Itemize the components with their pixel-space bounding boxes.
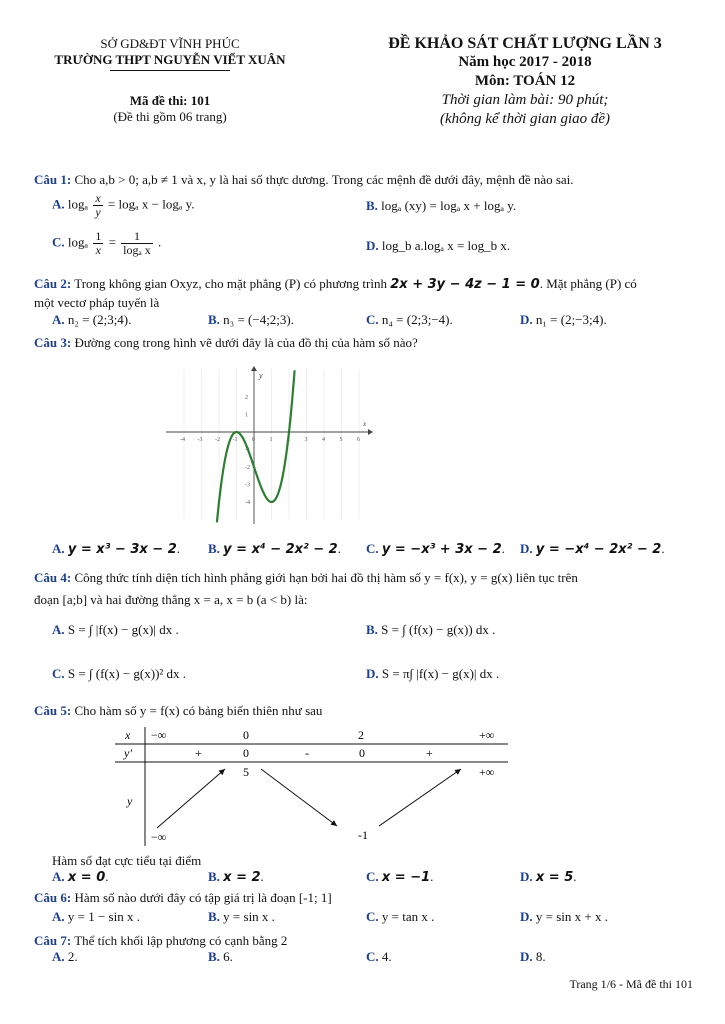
option-text: y = tan x . <box>381 909 435 924</box>
option-b[interactable]: B. x = 2. <box>208 869 264 885</box>
x-axis-label: x <box>363 420 367 428</box>
table-dy-zero: 0 <box>243 746 249 760</box>
decrease-arrow <box>261 769 337 826</box>
option-a[interactable]: A. x = 0. <box>52 869 109 885</box>
x-tick-label: 4 <box>322 437 325 443</box>
option-a[interactable]: A. y = x³ − 3x − 2. <box>52 541 181 557</box>
y-tick-label: -3 <box>245 482 250 489</box>
subject: Môn: TOÁN 12 <box>474 73 576 89</box>
question-1 <box>34 171 694 189</box>
question-4-options <box>52 616 692 696</box>
option-label: C. <box>366 312 379 327</box>
x-axis-arrow <box>368 429 373 435</box>
x-tick-label: 6 <box>357 437 360 443</box>
y-tick-label: -2 <box>245 465 250 471</box>
question-text: Trong không gian Oxyz, cho mặt phẳng (P) có phương trình <box>74 276 387 291</box>
option-text: logₐ (xy) = logₐ x + logₐ y. <box>381 198 517 213</box>
option-text: n₂ = (2;3;4). <box>67 312 132 327</box>
school-year: Năm học 2017 - 2018 <box>458 54 592 70</box>
y-axis-arrow <box>251 366 257 371</box>
log-prefix: logₐ <box>67 196 89 212</box>
increase-arrow <box>157 769 225 828</box>
question-6 <box>34 889 694 907</box>
option-label: D. <box>520 869 533 884</box>
header-underline <box>110 70 230 71</box>
table-x-value: +∞ <box>479 728 495 742</box>
option-text: x = 2 <box>223 870 261 885</box>
option-text: y = x⁴ − 2x² − 2 <box>223 542 338 557</box>
option-label: C. <box>366 541 379 556</box>
option-label: A. <box>52 622 65 637</box>
question-label: Câu 5: <box>34 703 72 718</box>
pages-note: (Đề thi gồm 06 trang) <box>113 109 227 124</box>
option-text: S = ∫ (f(x) − g(x)) dx . <box>381 622 496 637</box>
option-d[interactable] <box>366 238 510 254</box>
question-text: Cho a,b > 0; a,b ≠ 1 và x, y là hai số thực dương. Trong các mệnh đề dưới đây, mệnh đề nào sai. <box>74 172 574 187</box>
table-dy-sign: - <box>305 746 309 760</box>
option-c[interactable]: C. y = −x³ + 3x − 2. <box>366 541 505 557</box>
option-label: B. <box>208 312 220 327</box>
option-label: B. <box>208 909 220 924</box>
table-dy-zero: 0 <box>359 746 365 760</box>
plane-equation: 2x + 3y − 4z − 1 = 0 <box>390 277 540 292</box>
increase-arrow <box>379 769 461 826</box>
x-tick-label: 5 <box>339 437 343 443</box>
table-x-value: 2 <box>358 728 364 742</box>
option-text: y = 1 − sin x . <box>67 909 140 924</box>
exam-title: ĐỀ KHẢO SÁT CHẤT LƯỢNG LẦN 3 <box>388 35 662 52</box>
option-b[interactable] <box>208 949 233 965</box>
option-d[interactable] <box>520 909 608 925</box>
school-name: TRƯỜNG THPT NGUYỄN VIẾT XUÂN <box>54 52 286 67</box>
option-d[interactable]: D. x = 5. <box>520 869 577 885</box>
option-label: C. <box>366 949 379 964</box>
option-text: 4. <box>381 949 392 964</box>
option-a[interactable] <box>52 622 179 638</box>
option-text: . <box>158 234 162 250</box>
option-label: C. <box>52 666 65 681</box>
fraction <box>93 192 102 219</box>
option-a[interactable] <box>52 909 140 925</box>
question-5-options <box>52 869 692 889</box>
option-text: S = π∫ |f(x) − g(x)| dx . <box>381 666 500 681</box>
x-tick-label: -1 <box>232 437 238 443</box>
option-b[interactable] <box>366 622 495 638</box>
table-y-label: y <box>127 794 133 808</box>
header-left <box>30 36 310 125</box>
question-text: Thể tích khối lập phương có cạnh bằng 2 <box>74 933 288 948</box>
option-text: S = ∫ |f(x) − g(x)| dx . <box>67 622 179 637</box>
x-tick-label: -2 <box>215 437 220 443</box>
x-tick-label: -3 <box>197 437 203 443</box>
table-y-value: +∞ <box>479 765 495 779</box>
option-label: B. <box>366 198 378 213</box>
variation-table <box>115 725 510 847</box>
option-d[interactable] <box>520 312 607 328</box>
question-6-options <box>52 909 692 929</box>
question-text: Hàm số nào dưới đây có tập giá trị là đoạn [-1; 1] <box>74 890 332 905</box>
question-text-2: . Mặt phẳng (P) có <box>539 276 637 291</box>
option-d[interactable] <box>366 666 499 682</box>
option-label: B. <box>208 541 220 556</box>
page-footer: Trang 1/6 - Mã đề thi 101 <box>569 977 693 991</box>
exam-time-note: (không kể thời gian giao đề) <box>439 111 611 127</box>
question-label: Câu 4: <box>34 570 72 585</box>
option-label: A. <box>52 196 65 212</box>
option-a[interactable] <box>52 312 131 328</box>
numerator: 1 <box>95 229 102 243</box>
option-text: y = x³ − 3x − 2 <box>67 542 177 557</box>
option-label: B. <box>208 869 220 884</box>
question-1-options <box>52 192 692 262</box>
option-text: 8. <box>535 949 546 964</box>
option-label: A. <box>52 869 65 884</box>
question-3 <box>34 334 694 352</box>
table-x-value: 0 <box>243 728 249 742</box>
header-right <box>340 34 710 129</box>
y-tick-label: 1 <box>245 412 248 419</box>
question-label: Câu 3: <box>34 335 72 350</box>
y-tick-label: -4 <box>245 500 250 506</box>
option-label: A. <box>52 312 65 327</box>
y-tick-label: -1 <box>245 447 250 454</box>
option-a[interactable] <box>52 192 195 219</box>
question-5 <box>34 702 694 720</box>
option-c[interactable]: C. x = −1. <box>366 869 434 885</box>
denominator: logₐ x <box>123 243 151 257</box>
y-axis-label: y <box>259 371 263 380</box>
table-y-value: −∞ <box>151 830 167 844</box>
option-label: A. <box>52 541 65 556</box>
denominator: y <box>95 205 101 219</box>
option-label: D. <box>520 541 533 556</box>
question-text: Công thức tính diện tích hình phẳng giới hạn bởi hai đồ thị hàm số y = f(x), y = g(x) liên tục trên <box>74 570 578 585</box>
question-2-options <box>52 312 692 332</box>
option-d[interactable]: D. y = −x⁴ − 2x² − 2. <box>520 541 665 557</box>
question-4 <box>34 567 694 611</box>
question-label: Câu 1: <box>34 172 72 187</box>
fraction <box>121 230 153 257</box>
table-x-label: x <box>125 728 131 742</box>
option-text: y = sin x + x . <box>535 909 608 924</box>
log-prefix: logₐ <box>67 234 89 250</box>
option-c[interactable] <box>366 909 434 925</box>
x-tick-label: 1 <box>269 437 273 443</box>
exam-code: Mã đề thi: 101 <box>129 93 211 108</box>
option-b[interactable] <box>208 909 275 925</box>
table-dy-sign: + <box>426 746 433 760</box>
option-text: x = 0 <box>67 870 106 885</box>
exam-time: Thời gian làm bài: 90 phút; <box>441 92 609 108</box>
fraction <box>93 230 103 257</box>
question-label: Câu 6: <box>34 890 72 905</box>
option-label: D. <box>520 949 533 964</box>
option-text: y = −x³ + 3x − 2 <box>381 542 502 557</box>
x-tick-label: 2 <box>287 437 290 443</box>
option-text: 2. <box>67 949 78 964</box>
option-b[interactable] <box>366 198 516 214</box>
option-label: A. <box>52 909 65 924</box>
numerator: x <box>95 191 101 205</box>
question-label: Câu 7: <box>34 933 72 948</box>
table-y-value: -1 <box>358 828 368 842</box>
department-name: SỞ GD&ĐT VĨNH PHÚC <box>100 36 240 51</box>
option-label: B. <box>208 949 220 964</box>
option-c[interactable] <box>52 666 186 682</box>
x-tick-label: 3 <box>304 437 308 443</box>
option-text: y = sin x . <box>223 909 275 924</box>
question-7 <box>34 932 694 950</box>
numerator: 1 <box>121 230 153 244</box>
x-tick-label: 0 <box>252 437 255 443</box>
option-a[interactable] <box>52 949 78 965</box>
table-dy-sign: + <box>195 746 202 760</box>
option-text: 6. <box>223 949 233 964</box>
question-text-3: một vectơ pháp tuyến là <box>34 295 160 310</box>
question-text: Cho hàm số y = f(x) có bảng biến thiên như sau <box>74 703 323 718</box>
option-b[interactable]: B. y = x⁴ − 2x² − 2. <box>208 541 341 557</box>
curve <box>217 370 295 522</box>
option-label: D. <box>366 666 379 681</box>
question-3-options <box>52 541 692 561</box>
option-text: n₃ = (−4;2;3). <box>223 312 294 327</box>
option-label: C. <box>366 869 379 884</box>
question-7-options <box>52 949 692 969</box>
option-text: y = −x⁴ − 2x² − 2 <box>535 542 662 557</box>
option-label: C. <box>366 909 379 924</box>
option-text: x = 5 <box>535 870 574 885</box>
option-label: B. <box>366 622 378 637</box>
option-text: = logₐ x − logₐ y. <box>107 196 195 212</box>
y-tick-label: 2 <box>245 395 248 401</box>
option-text: n₁ = (2;−3;4). <box>535 312 607 327</box>
question-text: Đường cong trong hình vẽ dưới đây là của đồ thị của hàm số nào? <box>74 335 418 350</box>
question-2 <box>34 275 694 312</box>
option-label: D. <box>520 312 533 327</box>
question-5-prompt: Hàm số đạt cực tiểu tại điểm <box>52 853 202 868</box>
cubic-graph <box>160 364 375 534</box>
option-text: log_b a.logₐ x = log_b x. <box>381 238 511 253</box>
option-text: S = ∫ (f(x) − g(x))² dx . <box>67 666 187 681</box>
question-label: Câu 2: <box>34 276 72 291</box>
option-label: C. <box>52 234 65 250</box>
option-c[interactable] <box>366 312 453 328</box>
option-label: A. <box>52 949 65 964</box>
x-tick-label: -4 <box>180 437 185 443</box>
option-label: D. <box>520 909 533 924</box>
x-tick-labels <box>180 437 360 443</box>
option-d[interactable] <box>520 949 546 965</box>
option-c[interactable] <box>366 949 392 965</box>
grid <box>184 369 359 520</box>
option-label: D. <box>366 238 379 253</box>
option-text: x = −1 <box>381 870 431 885</box>
table-dy-label: y' <box>124 746 132 760</box>
option-b[interactable] <box>208 312 294 328</box>
table-y-value: 5 <box>243 765 249 779</box>
question-text-2: đoạn [a;b] và hai đường thẳng x = a, x = b (a < b) là: <box>34 592 308 607</box>
table-x-value: −∞ <box>151 728 167 742</box>
denominator: x <box>95 243 101 257</box>
option-text: n₄ = (2;3;−4). <box>381 312 453 327</box>
option-c[interactable]: C. logₐ $\frac{1}{x}$ = $\frac{1}{\text{logₐ x}}$ . <box>52 229 162 257</box>
